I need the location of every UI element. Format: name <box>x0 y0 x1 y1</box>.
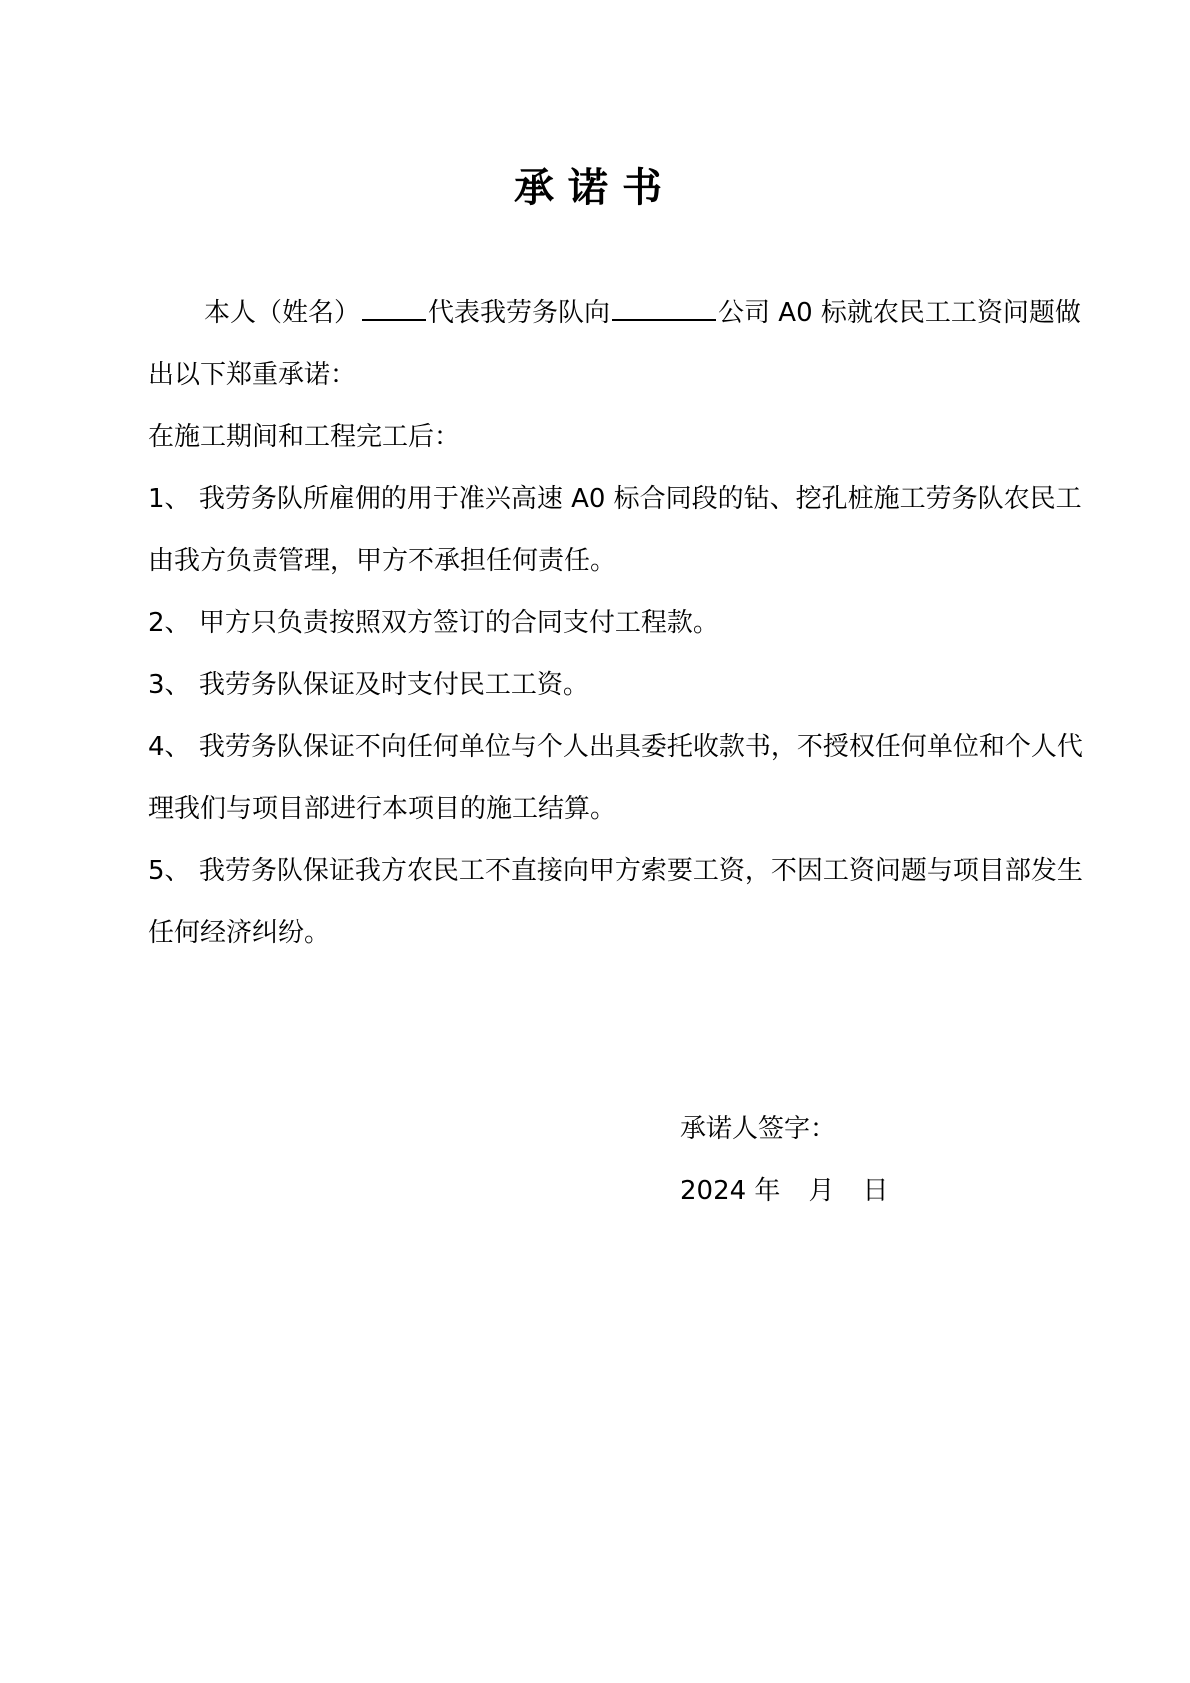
commitment-item-1 <box>148 468 1088 592</box>
item-text: 我劳务队所雇佣的用于准兴高速 A0 标合同段的钻、挖孔桩施工劳务队农民工由我方负责管理，甲方不承担任何责任。 <box>148 484 1082 576</box>
name-blank-line <box>362 293 426 321</box>
signature-block <box>680 1098 1080 1222</box>
item-text: 我劳务队保证及时支付民工工资。 <box>198 670 589 700</box>
item-text: 甲方只负责按照双方签订的合同支付工程款。 <box>198 608 719 638</box>
signature-date <box>680 1160 1080 1222</box>
item-number: 4、 <box>148 732 191 762</box>
item-number: 1、 <box>148 484 191 514</box>
context-line: 在施工期间和工程完工后： <box>148 422 461 452</box>
document-title: 承诺书 <box>514 165 676 211</box>
commitment-item-2 <box>148 592 1088 654</box>
date-year: 2024 年 <box>680 1176 781 1206</box>
commitment-item-3 <box>148 654 1088 716</box>
intro-part-1: 本人（姓名） <box>204 298 361 328</box>
item-number: 5、 <box>148 856 191 886</box>
intro-part-2: 代表我劳务队向 <box>428 298 611 328</box>
intro-part-3: 公司 A0 标就农民工工资问题做出以下郑重承诺： <box>148 298 1081 390</box>
commitment-item-4 <box>148 716 1088 840</box>
intro-paragraph <box>148 282 1088 406</box>
item-text: 我劳务队保证不向任何单位与个人出具委托收款书，不授权任何单位和个人代理我们与项目部进行本项目的施工结算。 <box>148 732 1083 824</box>
item-number: 3、 <box>148 670 191 700</box>
date-month: 月 <box>808 1176 835 1206</box>
document-body <box>148 282 1088 964</box>
commitment-item-5 <box>148 840 1088 964</box>
item-text: 我劳务队保证我方农民工不直接向甲方索要工资，不因工资问题与项目部发生任何经济纠纷。 <box>148 856 1083 948</box>
item-number: 2、 <box>148 608 191 638</box>
company-blank-line <box>612 293 716 321</box>
signature-label: 承诺人签字： <box>680 1114 837 1144</box>
date-day: 日 <box>862 1176 889 1206</box>
